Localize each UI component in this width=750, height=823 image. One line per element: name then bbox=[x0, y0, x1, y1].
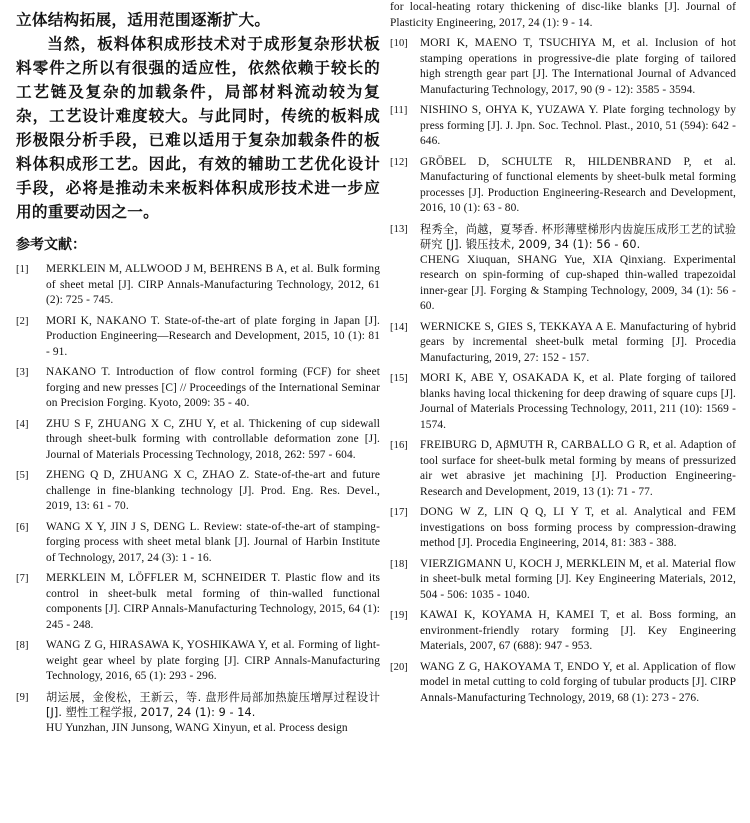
reference-text: MERKLEIN M, ALLWOOD J M, BEHRENS B A, et al. Bulk forming of sheet metal [J]. CIRP Annals-Manufacturing Technology, 2012, 61 (2): 725 - 745. bbox=[46, 263, 380, 306]
reference-number: [19] bbox=[390, 610, 408, 621]
reference-number: [3] bbox=[16, 367, 29, 378]
reference-number: [9] bbox=[16, 691, 29, 703]
references-list-right bbox=[390, 0, 736, 706]
body-paragraph: 立体结构拓展，适用范围逐渐扩大。 bbox=[16, 11, 271, 29]
reference-item bbox=[390, 155, 736, 217]
reference-number: [7] bbox=[16, 573, 29, 584]
reference-text: GRÖBEL D, SCHULTE R, HILDENBRAND P, et al. Manufacturing of functional elements by sheet-bulk metal forming processes [J]. Production Engineering-Research and Development, 2016, 10 (1): 63 - 80. bbox=[420, 155, 736, 214]
reference-item bbox=[390, 320, 736, 367]
body-paragraph: 当然，板料体积成形技术对于成形复杂形状板料零件之所以有很强的适应性，依然依赖于较长的工艺链及复杂的加载条件，局部材料流动较为复杂，工艺设计难度较大。与此同时，传统的板料成形极限分析手段，已难以适用于复杂加载条件的板料体积成形工艺。因此，有效的辅助工艺优化设计手段，必将是推动未来板料体积成形技术进一步应用的重要动因之一。 bbox=[16, 35, 380, 221]
reference-number: [20] bbox=[390, 661, 408, 673]
reference-item bbox=[390, 660, 736, 707]
reference-item bbox=[16, 365, 380, 412]
reference-text: WERNICKE S, GIES S, TEKKAYA A E. Manufacturing of hybrid gears by incremental sheet-bulk metal forming [J]. Procedia Manufacturing, 2019, 27: 152 - 157. bbox=[420, 320, 736, 364]
reference-item bbox=[390, 608, 736, 655]
reference-number: [11] bbox=[390, 105, 408, 116]
reference-text: CHENG Xiuquan, SHANG Yue, XIA Qinxiang. Experimental research on spin-forming of cup-shaped thin-walled trapezoidal inner-gear [J]. Forging & Stamping Technology, 2009, 34 (1): 56 - 60. bbox=[420, 253, 736, 312]
reference-text: for local-heating rotary thickening of disc-like blanks [J]. Journal of Plasticity Engineering, 2017, 24 (1): 9 - 14. bbox=[390, 1, 736, 29]
reference-text: MERKLEIN M, LÖFFLER M, SCHNEIDER T. Plastic flow and its control in sheet-bulk metal forming of thin-walled functional components [J]. CIRP Annals-Manufacturing Technology, 2015, 64 (1): 245 - 248. bbox=[46, 572, 380, 631]
reference-text: HU Yunzhan, JIN Junsong, WANG Xinyun, et al. Process design bbox=[46, 721, 348, 734]
reference-text: WANG Z G, HAKOYAMA T, ENDO Y, et al. Application of flow model in metal cutting to cold forging of tubular products [J]. CIRP Annals-Manufacturing Technology, 2019, 68 (1): 273 - 276. bbox=[420, 660, 736, 704]
reference-item bbox=[390, 103, 736, 150]
references-heading: 参考文献： bbox=[16, 237, 86, 253]
reference-item bbox=[390, 557, 736, 604]
reference-number: [10] bbox=[390, 38, 408, 49]
reference-text-chinese: 胡运展，金俊松，王新云，等. 盘形件局部加热旋压增厚过程设计 [J]. 塑性工程学报, 2017, 24 (1): 9 - 14. bbox=[46, 690, 380, 719]
reference-number: [14] bbox=[390, 321, 408, 333]
reference-item bbox=[16, 571, 380, 633]
right-column bbox=[390, 0, 736, 711]
reference-text: MORI K, ABE Y, OSAKADA K, et al. Plate forging of tailored blanks having local thickening for deep drawing of square cups [J]. Journal of Materials Processing Technology, 2011, 211 (10): 1569 - 1574. bbox=[420, 372, 736, 431]
reference-number: [6] bbox=[16, 521, 29, 533]
reference-number: [1] bbox=[16, 264, 29, 275]
reference-number: [12] bbox=[390, 156, 408, 168]
reference-text-chinese: 程秀全，尚越，夏琴香. 杯形薄壁梯形内齿旋压成形工艺的试验研究 [J]. 锻压技术, 2009, 34 (1): 56 - 60. bbox=[420, 222, 736, 251]
reference-text: NISHINO S, OHYA K, YUZAWA Y. Plate forging technology by press forming [J]. J. Jpn. Soc. Technol. Plast., 2010, 51 (594): 642 - 646. bbox=[420, 104, 736, 147]
reference-number: [16] bbox=[390, 440, 408, 451]
reference-number: [13] bbox=[390, 223, 408, 235]
reference-text: DONG W Z, LIN Q Q, LI Y T, et al. Analytical and FEM investigations on boss forming process by compression-drawing method [J]. Procedia Engineering, 2014, 81: 383 - 388. bbox=[420, 506, 736, 549]
reference-item bbox=[16, 262, 380, 309]
reference-text: FREIBURG D, AβMUTH R, CARBALLO G R, et al. Adaption of tool surface for sheet-bulk metal forming by means of pressurized air wet abrasive jet machining [J]. Production Engineering-Research and Development, 2019, 13 (1): 71 - 77. bbox=[420, 439, 736, 498]
references-list-left bbox=[16, 262, 380, 736]
reference-text: NAKANO T. Introduction of flow control forming (FCF) for sheet forging and new presses [C] // Proceedings of the International Seminar on Precision Forging. Kyoto, 2009: 35 - 40. bbox=[46, 366, 380, 409]
reference-number: [4] bbox=[16, 418, 29, 430]
reference-number: [8] bbox=[16, 640, 29, 651]
reference-number: [18] bbox=[390, 558, 408, 570]
reference-item bbox=[390, 505, 736, 552]
reference-item bbox=[16, 468, 380, 515]
reference-item bbox=[390, 222, 736, 315]
reference-text: VIERZIGMANN U, KOCH J, MERKLEIN M, et al. Material flow in sheet-bulk metal forming [J]. Key Engineering Materials, 2012, 504 - 506: 1035 - 1040. bbox=[420, 557, 736, 601]
reference-item bbox=[16, 314, 380, 361]
reference-text: WANG X Y, JIN J S, DENG L. Review: state-of-the-art of stamping-forging process with sheet metal blank [J]. Journal of Harbin Institute of Technology, 2017, 24 (3): 1 - 16. bbox=[46, 520, 380, 564]
reference-number: [15] bbox=[390, 373, 408, 384]
left-column bbox=[16, 0, 380, 741]
reference-item bbox=[390, 0, 736, 31]
reference-item bbox=[390, 36, 736, 98]
reference-text: ZHU S F, ZHUANG X C, ZHU Y, et al. Thickening of cup sidewall through sheet-bulk forming with controllable deformation zone [J]. Journal of Materials Processing Technology, 2018, 262: 597 - 604. bbox=[46, 417, 380, 461]
reference-item bbox=[16, 690, 380, 737]
reference-item bbox=[390, 438, 736, 500]
reference-item bbox=[16, 417, 380, 464]
reference-number: [2] bbox=[16, 315, 29, 327]
reference-text: ZHENG Q D, ZHUANG X C, ZHAO Z. State-of-the-art and future challenge in fine-blanking technology [J]. Prod. Eng. Res. Devel., 2019, 13: 61 - 70. bbox=[46, 469, 380, 512]
reference-item bbox=[16, 638, 380, 685]
reference-text: MORI K, NAKANO T. State-of-the-art of plate forging in Japan [J]. Production Engineering—Research and Development, 2015, 10 (1): 81 - 91. bbox=[46, 314, 380, 358]
reference-number: [5] bbox=[16, 470, 29, 481]
reference-text: KAWAI K, KOYAMA H, KAMEI T, et al. Boss forming, an environment-friendly rotary forming [J]. Key Engineering Materials, 2007, 67 (688): 947 - 953. bbox=[420, 609, 736, 652]
reference-item bbox=[390, 371, 736, 433]
reference-text: WANG Z G, HIRASAWA K, YOSHIKAWA Y, et al. Forming of light-weight gear wheel by plate forging [J]. CIRP Annals-Manufacturing Technology, 2016, 65 (1): 293 - 296. bbox=[46, 639, 380, 682]
reference-number: [17] bbox=[390, 507, 408, 518]
reference-item bbox=[16, 520, 380, 567]
reference-text: MORI K, MAENO T, TSUCHIYA M, et al. Inclusion of hot stamping operations in progressive-die plate forging of tailored high strength gear part [J]. The International Journal of Advanced Manufacturing Technology, 2017, 90 (9 - 12): 3585 - 3594. bbox=[420, 37, 736, 96]
